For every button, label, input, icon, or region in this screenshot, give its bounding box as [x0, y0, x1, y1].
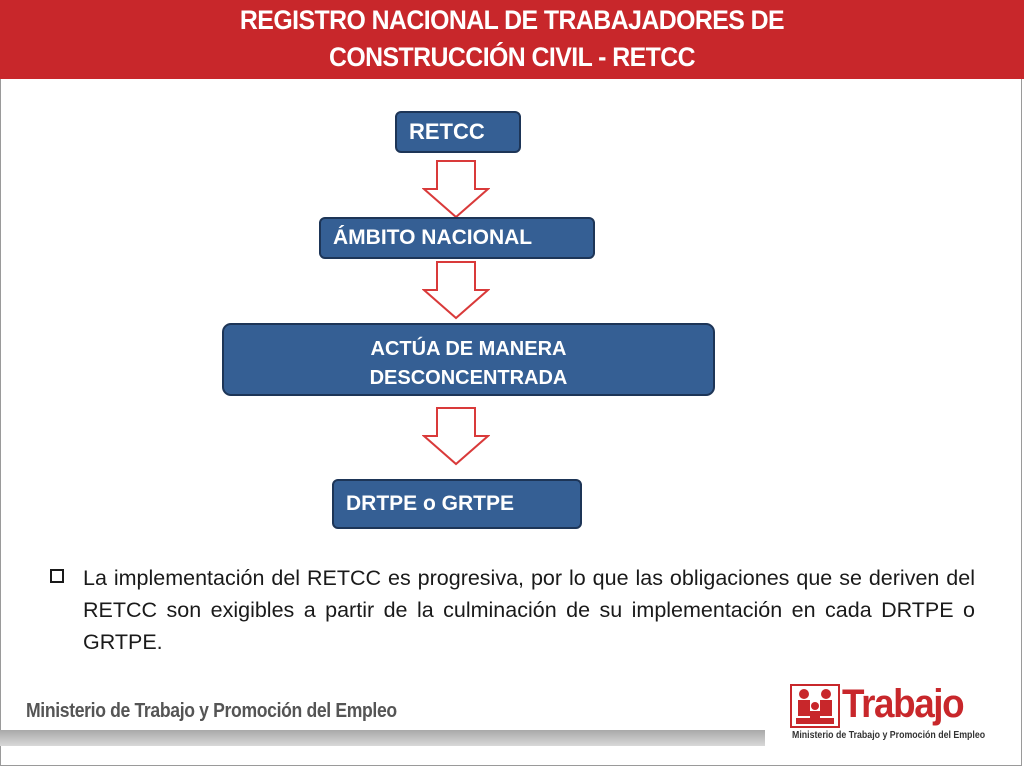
flow-node-line-1: ACTÚA DE MANERA [370, 338, 567, 360]
people-logo-icon [790, 684, 840, 728]
trabajo-logo [790, 680, 990, 746]
flow-node-retcc: RETCC [395, 111, 521, 153]
down-arrow-icon [422, 159, 490, 219]
down-arrow-icon [422, 406, 490, 466]
slide-title-line-1: REGISTRO NACIONAL DE TRABAJADORES DE [239, 5, 785, 35]
bullet-text: La implementación del RETCC es progresiva, por lo que las obligaciones que se deriven del RETCC son exigibles a partir de la culminación de su implementación en cada DRTPE o GRTPE. [83, 566, 975, 654]
logo-wordmark: Trabajo [842, 682, 964, 726]
logo-subtitle: Ministerio de Trabajo y Promoción del Empleo [792, 730, 986, 741]
slide-title-line-2: CONSTRUCCIÓN CIVIL - RETCC [328, 42, 696, 72]
footer-divider [0, 730, 765, 746]
flow-node-line-2: DESCONCENTRADA [369, 367, 568, 389]
down-arrow-icon [422, 260, 490, 320]
flow-node-drtpe-grtpe: DRTPE o GRTPE [332, 479, 582, 529]
footer-ministry-name: Ministerio de Trabajo y Promoción del Empleo [26, 700, 397, 722]
flow-node-ambito-nacional: ÁMBITO NACIONAL [319, 217, 595, 259]
flow-node-actua-desconcentrada [222, 323, 715, 396]
checkbox-bullet-icon [50, 569, 64, 583]
title-bar [0, 0, 1024, 79]
